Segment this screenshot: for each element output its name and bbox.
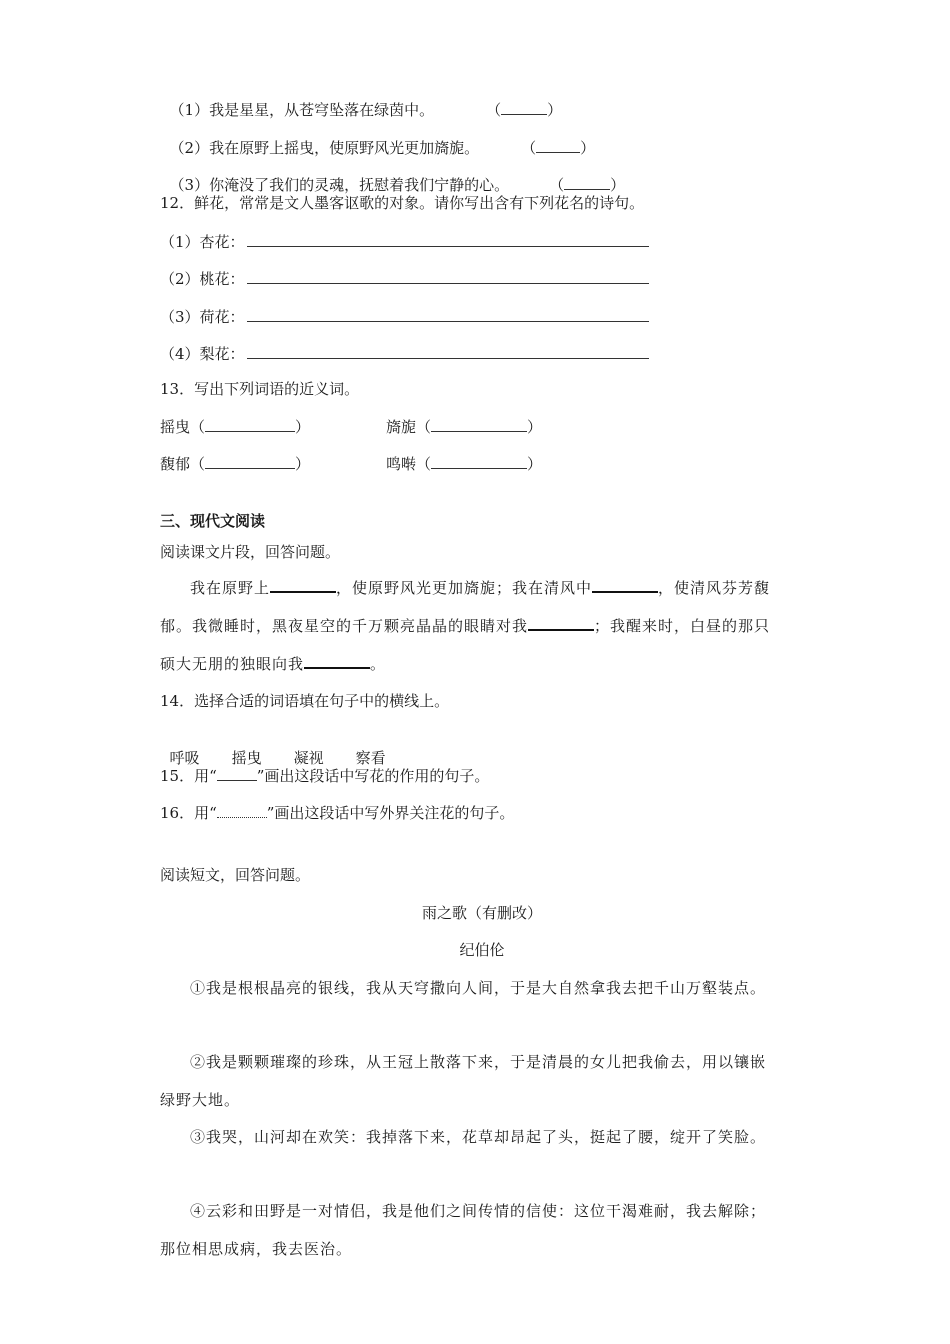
- q12-stem: 12．鲜花，常常是文人墨客讴歌的对象。请你写出含有下列花名的诗句。: [160, 194, 645, 212]
- passage-blank-3[interactable]: [528, 613, 594, 631]
- match-item-2-blank[interactable]: [536, 138, 580, 153]
- q13-word-4: 鸣啭（ ）: [386, 455, 543, 473]
- q12-answer-line-2[interactable]: [247, 267, 649, 284]
- section-title: 三、现代文阅读: [160, 512, 266, 530]
- passage-blank-1[interactable]: [270, 575, 336, 593]
- q15-stem: 15．用“ ”画出这段话中写花的作用的句子。: [160, 767, 490, 785]
- q14-stem: 14．选择合适的词语填在句子中的横线上。: [160, 692, 450, 710]
- match-item-1: （1）我是星星，从苍穹坠落在绿茵中。 （ ）: [169, 101, 563, 119]
- q12-answer-line-3[interactable]: [247, 305, 649, 322]
- reading2-title: 雨之歌（有删改）: [421, 904, 542, 922]
- match-item-2-number: （2）: [169, 139, 210, 157]
- match-item-3-number: （3）: [169, 176, 210, 194]
- option-chakan: 察看: [355, 749, 386, 767]
- passage-blank-2[interactable]: [592, 575, 658, 593]
- straight-underline-sample: [217, 766, 257, 781]
- reading2-author: 纪伯伦: [459, 941, 505, 959]
- section-intro: 阅读课文片段，回答问题。: [160, 543, 341, 561]
- q12-answer-line-1[interactable]: [247, 230, 649, 247]
- q13-word-2: 旖旎（ ）: [386, 418, 543, 436]
- q13-word-3: 馥郁（ ）: [160, 455, 311, 473]
- q13-word-1: 摇曳（ ）: [160, 418, 311, 436]
- passage-paragraph: 我在原野上 ，使原野风光更加旖旎；我在清风中 ，使清风芬芳馥郁。我微睡时，黑夜星空的千万颗亮晶晶的眼睛对我 ；我醒来时，白昼的那只硕大无朋的独眼向我 。: [160, 569, 780, 683]
- reading2-paragraph-4: ④云彩和田野是一对情侣，我是他们之间传情的信使：这位干渴难耐，我去解除；那位相思成病，我去医治。: [160, 1202, 767, 1258]
- q12-item-4: （4）梨花：: [160, 342, 649, 364]
- q16-stem: 16．用“ ”画出这段话中写外界关注花的句子。: [160, 804, 515, 822]
- match-item-1-blank[interactable]: [501, 100, 547, 115]
- q12-answer-line-4[interactable]: [247, 342, 649, 359]
- reading2-paragraph-1: ①我是根根晶亮的银线，我从天穹撒向人间，于是大自然拿我去把千山万壑装点。: [190, 979, 767, 997]
- match-item-3-blank[interactable]: [564, 175, 610, 190]
- match-item-3: （3）你淹没了我们的灵魂，抚慰着我们宁静的心。 （ ）: [169, 176, 626, 194]
- q12-item-3: （3）荷花：: [160, 305, 649, 327]
- option-yaoye: 摇曳: [231, 749, 262, 767]
- option-huxi: 呼吸: [169, 749, 200, 767]
- q13-blank-4[interactable]: [431, 454, 527, 469]
- match-item-3-text: 你淹没了我们的灵魂，抚慰着我们宁静的心。: [209, 176, 510, 194]
- passage-blank-4[interactable]: [304, 651, 370, 669]
- option-ningshi: 凝视: [293, 749, 324, 767]
- q13-stem: 13．写出下列词语的近义词。: [160, 380, 360, 398]
- reading2-intro: 阅读短文，回答问题。: [160, 866, 311, 884]
- q13-blank-1[interactable]: [205, 417, 295, 432]
- match-item-2: （2）我在原野上摇曳，使原野风光更加旖旎。 （ ）: [169, 139, 596, 157]
- q12-item-1: （1）杏花：: [160, 230, 649, 252]
- match-item-1-number: （1）: [169, 101, 210, 119]
- match-item-1-text: 我是星星，从苍穹坠落在绿茵中。: [209, 101, 435, 119]
- reading2-paragraph-2: ②我是颗颗璀璨的珍珠，从王冠上散落下来，于是清晨的女儿把我偷去，用以镶嵌绿野大地。: [160, 1053, 767, 1109]
- q13-blank-2[interactable]: [431, 417, 527, 432]
- wavy-underline-sample: [217, 805, 267, 818]
- q12-item-2: （2）桃花：: [160, 267, 649, 289]
- q13-blank-3[interactable]: [205, 454, 295, 469]
- match-item-2-text: 我在原野上摇曳，使原野风光更加旖旎。: [209, 139, 480, 157]
- q14-options: [160, 728, 418, 768]
- reading2-paragraph-3: ③我哭，山河却在欢笑：我掉落下来，花草却昂起了头，挺起了腰，绽开了笑脸。: [190, 1128, 767, 1146]
